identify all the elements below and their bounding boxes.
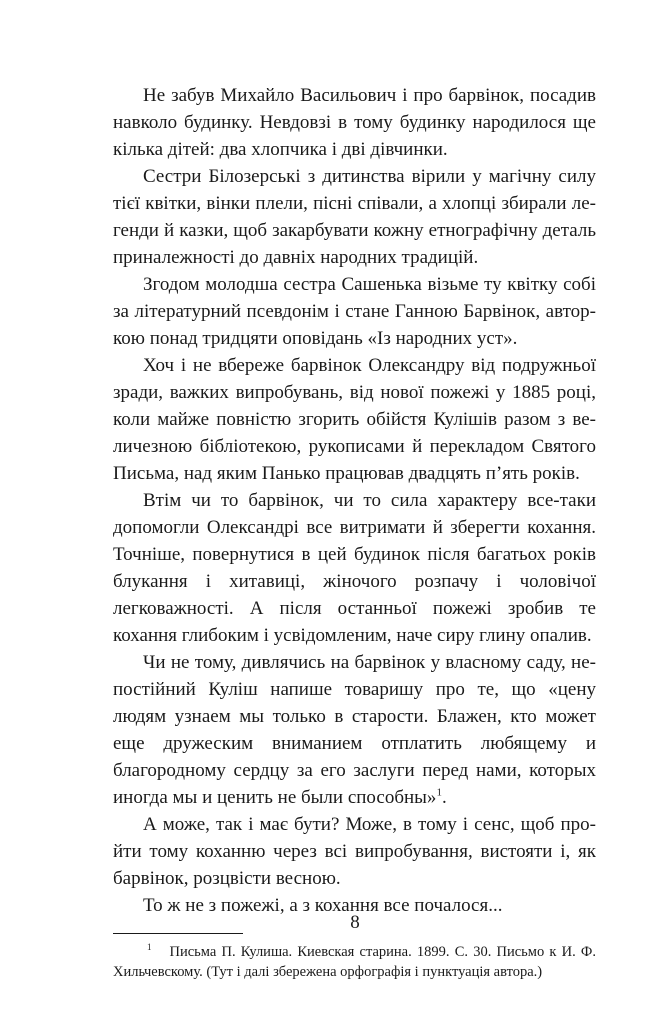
footnote-reference: 1 [436,786,442,799]
footnote-text: Письма П. Кулиша. Киевская старина. 1899. С. 30. Письмо к И. Ф. Хильчевскому. (Тут і далі збережена орфографія і пунктуація автора.) [113,944,596,980]
footnote [113,942,596,982]
paragraph-1: Не забув Михайло Васильович і про барвінок, посадив навколо будинку. Невдовзі в тому будинку народилося ще кілька дітей: два хлопчика і дві дівчинки. [113,85,596,160]
paragraph-8: То ж не з пожежі, а з кохання все почалося... [143,895,503,916]
paragraph-4: Хоч і не вбереже барвінок Олександру від подружньої зради, важких випробувань, від нової пожежі у 1885 році, коли майже повністю згорить обійстя Кулішів разом з величезною бібліотекою, рукописами й перекладом Святого Письма, над яким Панько працював двадцять п’ять років. [113,355,596,484]
paragraph-6-text: Чи не тому, дивлячись на барвінок у власному саду, непостійний Куліш напише товаришу про те, що «цену людям узнаем мы только в старости. Блажен, кто может еще дружеским вниманием отплатить любящему и благородному сердцу за его заслуги перед нами, которых иногда мы и ценить не были способны» [113,652,596,808]
paragraph-5: Втім чи то барвінок, чи то сила характеру все-таки допомогли Олександрі все витримати й зберегти кохання. Точніше, повернутися в цей будинок після багатьох років блукання і хитавиці, жіночого розпачу і чоловічої легковажності. А після останньої пожежі зробив те кохання глибоким і усвідомленим, наче сиру глину опалив. [113,490,596,646]
paragraph-3: Згодом молодша сестра Сашенька візьме ту квітку собі за літературний псевдонім і стане Ганною Барвінок, авторкою понад тридцяти оповідань «Із народних уст». [113,274,596,349]
paragraph-2: Сестри Білозерські з дитинства вірили у магічну силу тієї квітки, вінки плели, пісні співали, а хлопці збирали легенди й казки, щоб закарбувати кожну етнографічну деталь приналежності до давніх народних традицій. [113,166,596,268]
footnote-mark: 1 [147,942,152,953]
paragraph-7: А може, так і має бути? Може, в тому і сенс, щоб пройти тому коханню через всі випробування, вистояти і, як барвінок, розцвісти весною. [113,814,596,889]
paragraph-6: Чи не тому, дивлячись на барвінок у власному саду, непостійний Куліш напише товаришу про те, що «цену людям узнаем мы только в старости. Блажен, кто может еще дружеским вниманием отплатить любящему и благородному сердцу за его заслуги перед нами, которых иногда мы и ценить не были способны»$^1$. [113,652,596,808]
page-body [113,82,596,982]
page-number: 8 [350,912,360,933]
